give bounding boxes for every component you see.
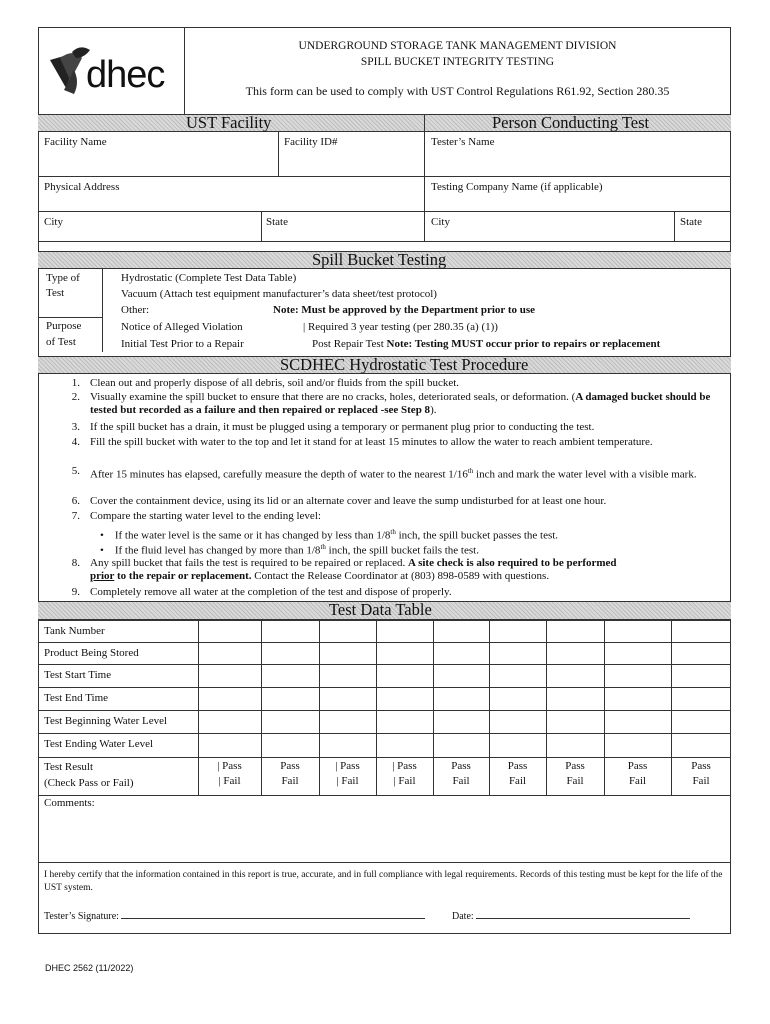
header-form-title: SPILL BUCKET INTEGRITY TESTING — [360, 56, 555, 68]
pass-option[interactable]: | Pass — [335, 760, 360, 772]
header-division: UNDERGROUND STORAGE TANK MANAGEMENT DIVISION — [298, 40, 617, 52]
post-repair-label: Post Repair Test — [312, 338, 384, 350]
alleged-violation-option[interactable]: Notice of Alleged Violation — [121, 321, 243, 333]
prior-repair-option[interactable]: Initial Test Prior to a Repair — [121, 338, 244, 350]
pass-fail-cell[interactable] — [671, 759, 731, 789]
vacuum-option[interactable]: Vacuum (Attach test equipment manufacturer’s data sheet/test protocol) — [121, 288, 437, 300]
form-number: DHEC 2562 (11/2022) — [45, 963, 134, 973]
tester-city-field[interactable]: City — [431, 216, 450, 228]
fail-option[interactable]: Fail — [281, 775, 299, 787]
test-result-label: Test Result — [44, 761, 94, 773]
testers-name-field[interactable]: Tester’s Name — [431, 136, 495, 148]
purpose-label-1: Purpose — [46, 320, 82, 332]
step-2: Visually examine the spill bucket to ensure that there are no cracks, holes, deteriorated seals, or deformation. (A damaged bucket should be tested but recorded as a failure and then repaired or replaced -see Step 8). — [90, 391, 711, 416]
fail-option[interactable]: Fail — [566, 775, 584, 787]
facility-id-field[interactable]: Facility ID# — [284, 136, 338, 148]
physical-address-field[interactable]: Physical Address — [44, 181, 120, 193]
pass-option[interactable]: Pass — [280, 760, 300, 772]
testing-company-field[interactable]: Testing Company Name (if applicable) — [431, 181, 603, 193]
header-regulation: This form can be used to comply with UST Control Regulations R61.92, Section 280.35 — [245, 84, 670, 98]
facility-name-field[interactable]: Facility Name — [44, 136, 107, 148]
signature-line[interactable] — [44, 910, 425, 923]
other-note: Note: Must be approved by the Department prior to use — [273, 304, 536, 316]
step-7-bullet-1: • If the water level is the same or it has changed by less than 1/8th inch, the spill bucket passes the test. — [100, 528, 559, 542]
step-7-bullet-2: • If the fluid level has changed by more than 1/8th inch, the spill bucket fails the test. — [100, 543, 479, 557]
table-row-label: Test Beginning Water Level — [44, 715, 168, 727]
step-6: Cover the containment device, using its lid or an alternate cover and leave the sump undisturbed for at least one hour. — [90, 495, 607, 507]
table-row-label: Test Ending Water Level — [44, 738, 154, 750]
pass-option[interactable]: Pass — [565, 760, 585, 772]
step-8: Any spill bucket that fails the test is required to be repaired or replaced. A site check is also required to be performed prior to the repair or replacement. Contact the Release Coordinator at (803) 898-0589 with questions. — [90, 557, 617, 582]
spill-bucket-testing-title: Spill Bucket Testing — [312, 250, 447, 269]
comments-field[interactable]: Comments: — [44, 797, 95, 809]
table-row-label: Product Being Stored — [44, 647, 139, 659]
ust-facility-title: UST Facility — [186, 113, 272, 132]
table-row-label: Tank Number — [44, 625, 105, 637]
post-repair-option[interactable] — [312, 338, 660, 351]
fail-option[interactable]: | Fail — [218, 775, 241, 787]
other-option[interactable]: Other: — [121, 304, 150, 316]
test-data-table-title: Test Data Table — [329, 600, 432, 619]
required-testing-option[interactable]: | Required 3 year testing (per 280.35 (a) (1)) — [303, 321, 498, 333]
person-conducting-test-title: Person Conducting Test — [492, 113, 650, 132]
certification-text: I hereby certify that the information contained in this report is true, accurate, and in full compliance with legal requirements. Records of this testing must be kept for the life of the UST system. — [44, 870, 723, 893]
purpose-label-2: of Test — [46, 336, 76, 348]
date-line[interactable] — [452, 910, 690, 923]
procedure-title: SCDHEC Hydrostatic Test Procedure — [280, 355, 529, 374]
step-9: Completely remove all water at the completion of the test and dispose of properly. — [90, 586, 452, 598]
pass-option[interactable]: Pass — [451, 760, 471, 772]
pass-option[interactable]: | Pass — [392, 760, 417, 772]
hydrostatic-option[interactable]: Hydrostatic (Complete Test Data Table) — [121, 272, 297, 284]
table-row-label: Test End Time — [44, 692, 109, 704]
fail-option[interactable]: Fail — [628, 775, 647, 787]
step-4: Fill the spill bucket with water to the top and let it stand for at least 15 minutes to allow the water to reach ambient temperature. — [90, 436, 653, 448]
test-result-hint: (Check Pass or Fail) — [44, 777, 134, 789]
pass-fail-cell[interactable] — [433, 759, 489, 789]
pass-fail-cell[interactable] — [376, 759, 433, 789]
test-data-table — [38, 620, 731, 795]
pass-fail-cell[interactable] — [198, 759, 261, 789]
pass-option[interactable]: Pass — [507, 760, 528, 772]
tester-state-field[interactable]: State — [680, 216, 702, 228]
step-7: Compare the starting water level to the ending level: — [90, 510, 321, 522]
dhec-logo — [46, 42, 180, 104]
fail-option[interactable]: | Fail — [393, 775, 416, 787]
facility-state-field[interactable]: State — [266, 216, 288, 228]
signature-label: Tester’s Signature: — [44, 911, 119, 922]
required-testing-label: Required 3 year testing (per 280.35 (a) (1)) — [307, 321, 498, 333]
fail-option[interactable]: Fail — [452, 775, 470, 787]
pass-option[interactable]: Pass — [691, 760, 711, 772]
logo-text: dhec — [86, 54, 165, 96]
step-3: If the spill bucket has a drain, it must be plugged using a temporary or permanent plug prior to conducting the test. — [90, 421, 595, 433]
step-5: After 15 minutes has elapsed, carefully measure the depth of water to the nearest 1/16th inch and mark the water level with a visible mark. — [90, 467, 697, 481]
pass-option[interactable]: | Pass — [217, 760, 242, 772]
step-1: Clean out and properly dispose of all debris, soil and/or fluids from the spill bucket. — [90, 377, 460, 389]
pass-fail-cell[interactable] — [319, 759, 376, 789]
type-of-test-label-2: Test — [46, 287, 65, 299]
fail-option[interactable]: Fail — [508, 775, 527, 787]
post-repair-note: Note: Testing MUST occur prior to repairs or replacement — [386, 338, 661, 350]
facility-city-field[interactable]: City — [44, 216, 63, 228]
fail-option[interactable]: | Fail — [336, 775, 359, 787]
pass-fail-cell[interactable] — [604, 759, 671, 789]
fail-option[interactable]: Fail — [692, 775, 710, 787]
pass-fail-cell[interactable] — [261, 759, 319, 789]
pass-option[interactable]: Pass — [627, 760, 648, 772]
pass-fail-cell[interactable] — [489, 759, 546, 789]
pass-fail-cell[interactable] — [546, 759, 604, 789]
type-of-test-label-1: Type of — [46, 272, 80, 284]
date-label: Date: — [452, 911, 474, 922]
table-row-label: Test Start Time — [44, 669, 112, 681]
